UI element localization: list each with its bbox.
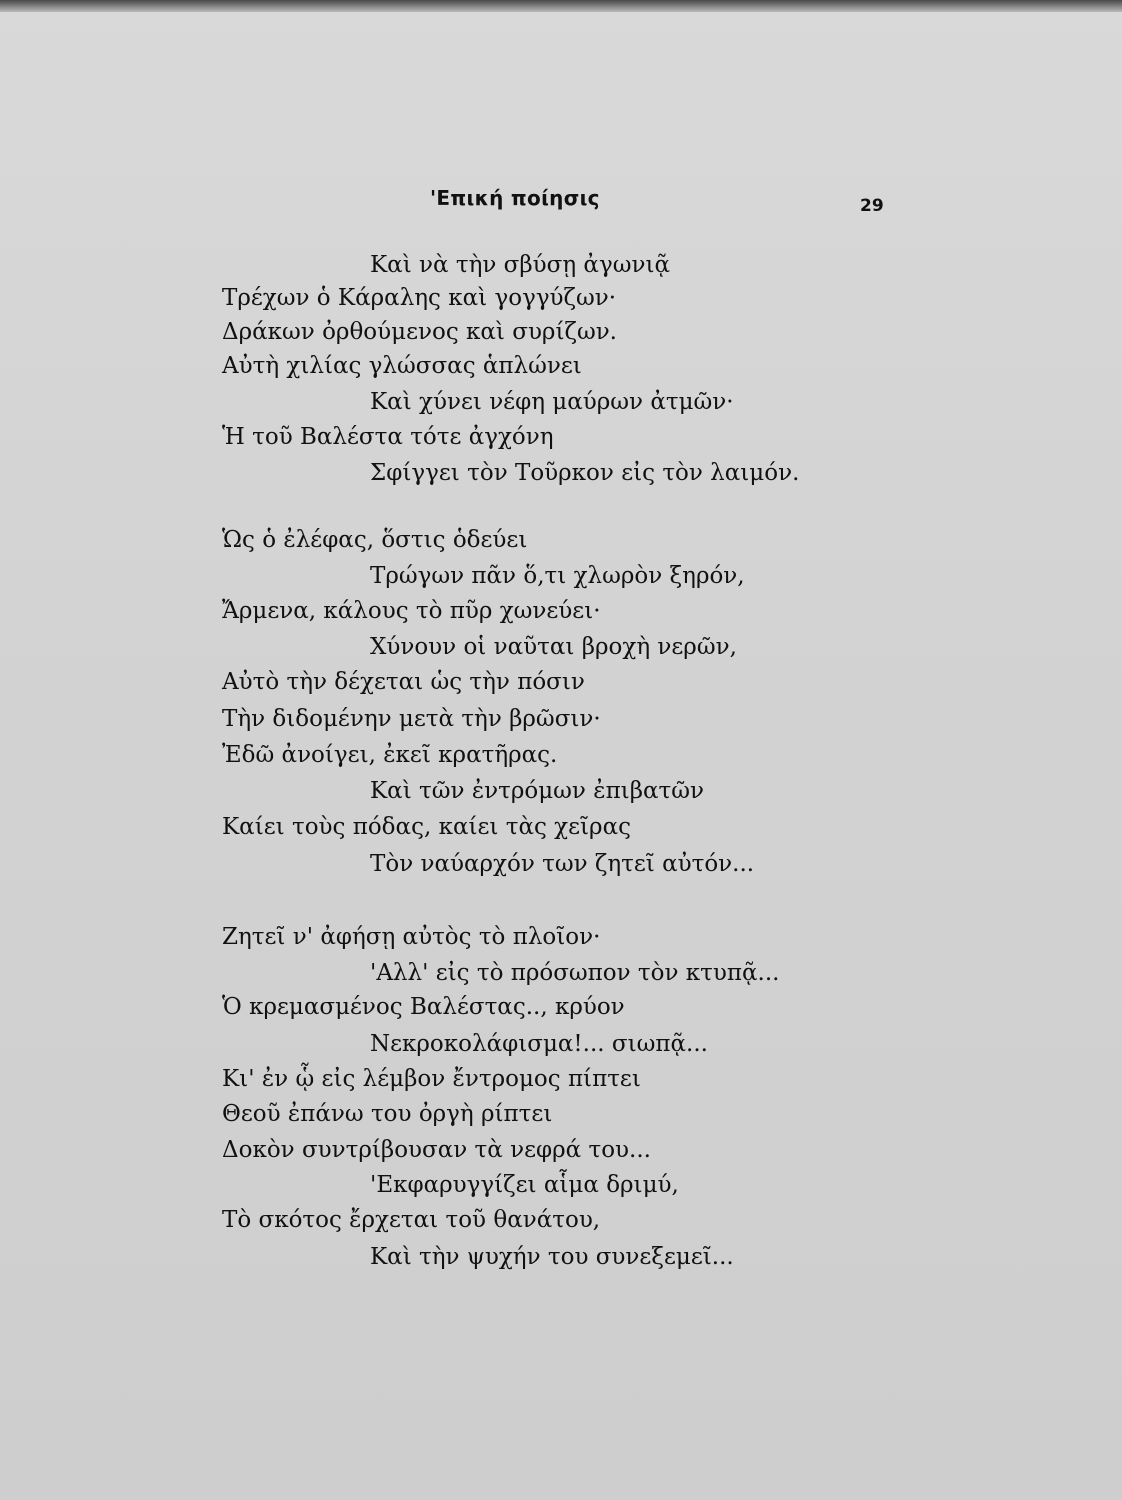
poem-line: 'Αλλ' εἰς τὸ πρόσωπον τὸν κτυπᾷ... <box>370 960 780 986</box>
poem-line: Κι' ἐν ᾧ εἰς λέμβον ἔντρομος πίπτει <box>222 1066 641 1092</box>
poem-line: Τὴν διδομένην μετὰ τὴν βρῶσιν· <box>222 706 601 732</box>
poem-line: Αὐτὴ χιλίας γλώσσας ἁπλώνει <box>222 353 582 379</box>
poem-line: Ἄρμενα, κάλους τὸ πῦρ χωνεύει· <box>222 598 601 624</box>
poem-line: Ζητεῖ ν' ἀφήσῃ αὐτὸς τὸ πλοῖον· <box>222 924 601 950</box>
poem-line: Αὐτὸ τὴν δέχεται ὡς τὴν πόσιν <box>222 669 585 695</box>
poem-line: Σφίγγει τὸν Τοῦρκον εἰς τὸν λαιμόν. <box>370 460 800 486</box>
poem-line: Τρώγων πᾶν ὅ,τι χλωρὸν ξηρόν, <box>370 563 745 589</box>
poem-line: Καὶ τὴν ψυχήν του συνεξεμεῖ... <box>370 1244 734 1270</box>
poem-line: Καίει τοὺς πόδας, καίει τὰς χεῖρας <box>222 814 631 840</box>
poem-line: Καὶ νὰ τὴν σβύσῃ ἀγωνιᾷ <box>370 252 670 278</box>
poem-line: 'Εκφαρυγγίζει αἷμα δριμύ, <box>370 1172 679 1198</box>
poem-line: Νεκροκολάφισμα!... σιωπᾷ... <box>370 1031 708 1057</box>
poem-line: Τρέχων ὁ Κάραλης καὶ γογγύζων· <box>222 285 617 311</box>
page-top-edge <box>0 0 1122 12</box>
poem-line: Δοκὸν συντρίβουσαν τὰ νεφρά του... <box>222 1137 651 1163</box>
running-title: 'Επική ποίησις <box>430 186 600 210</box>
poem-line: Τὸ σκότος ἔρχεται τοῦ θανάτου, <box>222 1207 601 1233</box>
poem-line: Θεοῦ ἐπάνω του ὀργὴ ρίπτει <box>222 1101 553 1127</box>
poem-line: Χύνουν οἱ ναῦται βροχὴ νερῶν, <box>370 634 737 660</box>
poem-line: Καὶ χύνει νέφη μαύρων ἀτμῶν· <box>370 389 734 415</box>
poem-line: Ὡς ὁ ἐλέφας, ὅστις ὁδεύει <box>222 527 528 553</box>
poem-line: Ὁ κρεμασμένος Βαλέστας.., κρύον <box>222 994 625 1020</box>
poem-line: Δράκων ὀρθούμενος καὶ συρίζων. <box>222 319 617 345</box>
poem-line: Ἡ τοῦ Βαλέστα τότε ἀγχόνη <box>222 424 554 450</box>
poem-line: Τὸν ναύαρχόν των ζητεῖ αὐτόν... <box>370 851 755 877</box>
page-number: 29 <box>860 196 884 216</box>
poem-line: Ἐδῶ ἀνοίγει, ἐκεῖ κρατῆρας. <box>222 742 558 768</box>
poem-line: Καὶ τῶν ἐντρόμων ἐπιβατῶν <box>370 778 704 804</box>
